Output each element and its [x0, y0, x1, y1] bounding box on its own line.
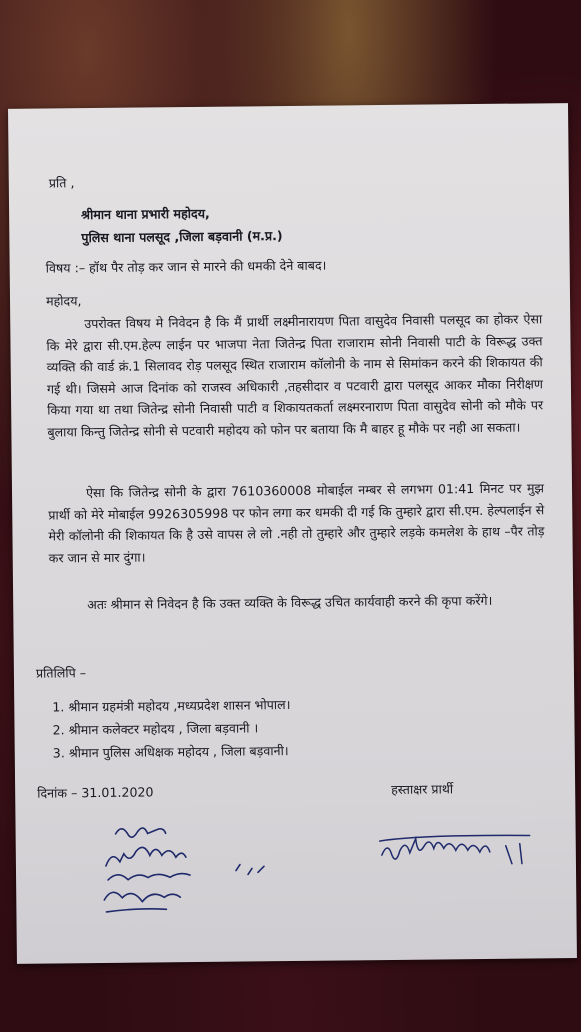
letter-salutation: महोदय, [45, 293, 82, 309]
signature-label: हस्ताक्षर प्रार्थी [391, 781, 454, 797]
cc-list [52, 694, 291, 765]
letter-document [8, 103, 577, 964]
cc-heading: प्रतिलिपि – [35, 665, 87, 681]
applicant-signature [376, 825, 547, 877]
letter-paragraph-1: उपरोक्त विषय मे निवेदन है कि मैं प्रार्थी लक्ष्मीनारायण पिता वासुदेव निवासी पलसूद का होकर ऐसा कि मेरे द्वारा सी.एम.हेल्प लाईन पर भाजपा नेता जितेन्द्र पिता राजाराम सोनी निवासी पाटी के विरूद्ध उक्त व्यक्ति की वार्ड क्रं.1 सिलावद रोड़ पलसूद स्थित राजाराम कॉलोनी के नाम से सिमांकन करने की शिकायत की गई थी। जिसमे आज दिनांक को राजस्व अधिकारी ,तहसीदार व पटवारी द्वारा पलसूद आकर मौका निरीक्षण किया गया था तथा जितेन्द्र सोनी निवासी पाटी व शिकायतकर्ता लक्ष्मरनाराण पिता वासुदेव सोनी को मौके पर बुलाया किन्तु जितेन्द्र सोनी से पटवारी महोदय को फोन पर बताया कि मै बाहर हू मौके पर नही आ सकता। [46, 311, 544, 440]
recipient-line-2: पुलिस थाना पलसूद ,जिला बड़वानी (म.प्र.) [81, 228, 283, 246]
cc-item: 3. श्रीमान पुलिस अधिक्षक महोदय , जिला बड़वानी। [52, 743, 289, 761]
letter-prati: प्रति , [48, 175, 75, 191]
letter-paper [8, 103, 577, 964]
letter-paragraph-2: ऐसा कि जितेन्द्र सोनी के द्वारा 7610360008 मोबाईल नम्बर से लगभग 01:41 मिनट पर मुझ प्रार्थी को मेरे मोबाईल 9926305998 पर फोन लगा कर धमकी दी गई कि तुम्हारे द्वारा सी.एम. हेल्पलाईन से मेरी कॉलोनी की शिकायत कि है उसे वापस ले लो .नही तो तुम्हारे और तुम्हारे लड़के कमलेश के हाथ –पैर तोड़ कर जान से मार दुंगा। [48, 480, 545, 566]
received-stamp-handwriting [85, 812, 286, 924]
cc-item: 2. श्रीमान कलेक्टर महोदय , जिला बड़वानी । [52, 720, 259, 738]
recipient-line-1: श्रीमान थाना प्रभारी महोदय, [81, 205, 210, 223]
letter-paragraph-3: अतः श्रीमान से निवेदन है कि उक्त व्यक्ति के विरूद्ध उचित कार्यवाही करने की कृपा करेंगे। [87, 592, 493, 613]
letter-date: दिनांक – 31.01.2020 [37, 784, 154, 801]
cc-item: 1. श्रीमान ग्रहमंत्री महोदय ,मध्यप्रदेश शासन भोपाल। [52, 697, 291, 715]
letter-subject: विषय :– हॉथ पैर तोड़ कर जान से मारने की धमकी देने बाबद। [45, 257, 327, 276]
